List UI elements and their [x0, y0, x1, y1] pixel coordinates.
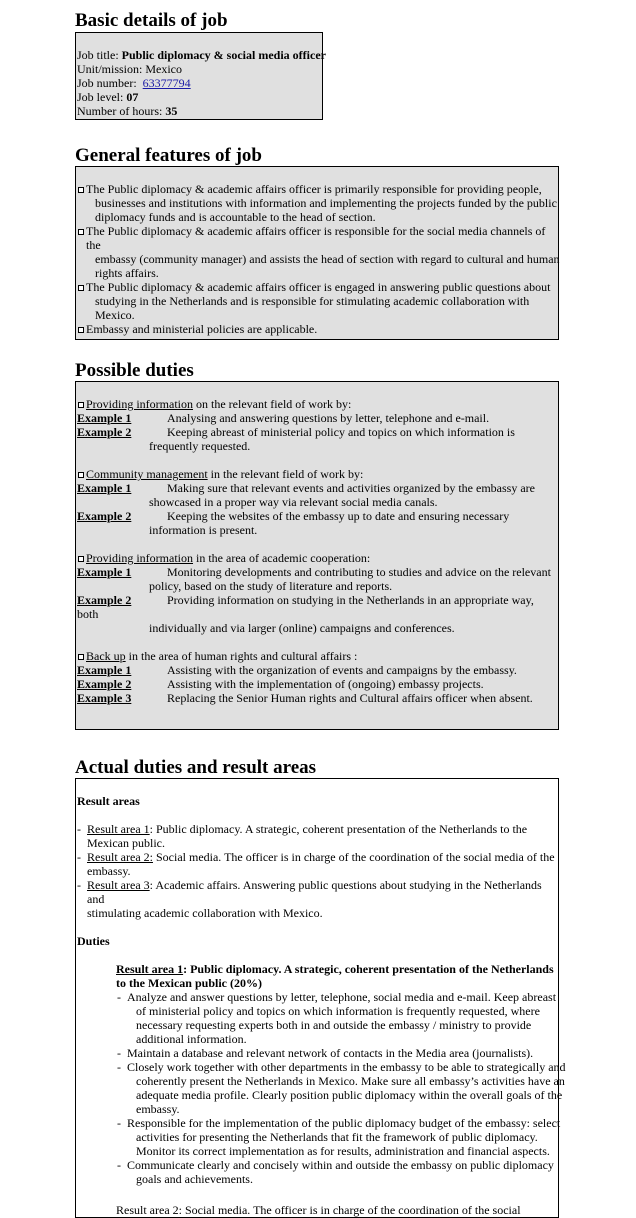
hours-row: Number of hours: 35 [77, 104, 178, 118]
result-area-link: Result area 2: [87, 850, 153, 864]
example-row [77, 481, 558, 495]
general-feature-text-cont: diplomacy funds and is accountable to the head of section. [95, 210, 376, 224]
example-row [77, 565, 558, 579]
result-area-text: Social media. The officer is in charge of the coordination of the social media of the [152, 850, 555, 864]
general-feature-text: The Public diplomacy & academic affairs officer is responsible for the social media channels of the [86, 224, 546, 252]
result-area-text: : Public diplomacy. A strategic, coherent presentation of the Netherlands to the [149, 822, 528, 836]
general-feature-item [77, 322, 558, 336]
general-feature-text-cont: Mexico. [95, 308, 135, 322]
dash-bullet: - [77, 878, 81, 892]
example-label: Example 2 [77, 509, 132, 523]
duty-group-title [77, 467, 558, 481]
example-text: Assisting with the implementation of (ongoing) embassy projects. [167, 677, 484, 691]
example-text: Providing information on studying in the Netherlands in an appropriate way, both [77, 593, 534, 621]
dash-bullet: - [77, 822, 81, 836]
dash-bullet: - [117, 1060, 121, 1074]
area1-duty-text: Maintain a database and relevant network of contacts in the Media area (journalists). [127, 1046, 534, 1060]
result-area-text-cont: stimulating academic collaboration with Mexico. [87, 906, 323, 920]
general-feature-text-cont: businesses and institutions with information and implementing the projects funded by the public [95, 196, 557, 210]
duty-group-title [77, 397, 558, 411]
example-text: Making sure that relevant events and activities organized by the embassy are [167, 481, 535, 495]
area1-duty-item [117, 990, 558, 1046]
checkbox-bullet-icon [78, 229, 84, 235]
area1-duty-text: Responsible for the implementation of the public diplomacy budget of the embassy: select [127, 1116, 561, 1130]
general-feature-text: The Public diplomacy & academic affairs officer is engaged in answering public questions about [86, 280, 551, 294]
general-feature-text: Embassy and ministerial policies are applicable. [86, 322, 318, 336]
general-feature-text-cont: embassy (community manager) and assists the head of section with regard to cultural and human [95, 252, 560, 266]
result-areas-label: Result areas [77, 794, 140, 808]
example-text-cont: showcased in a proper way via relevant social media canals. [149, 495, 438, 509]
duty-group-title-underlined: Back up [86, 649, 126, 663]
general-feature-text: The Public diplomacy & academic affairs officer is primarily responsible for providing people, [86, 182, 542, 196]
result-area-item [77, 878, 558, 920]
example-row [77, 509, 558, 523]
job-title-row: Job title: Public diplomacy & social media officer [77, 48, 326, 62]
job-level-row: Job level: 07 [77, 90, 139, 104]
example-text: Monitoring developments and contributing to studies and advice on the relevant [167, 565, 551, 579]
dash-bullet: - [117, 1046, 121, 1060]
result-area-item [77, 850, 558, 878]
example-row [77, 691, 558, 705]
example-label: Example 1 [77, 565, 132, 579]
example-text: Keeping abreast of ministerial policy and topics on which information is [167, 425, 515, 439]
job-title-value: Public diplomacy & social media officer [121, 48, 326, 62]
duty-group-title [77, 551, 558, 565]
area1-duty-text-cont: adequate media profile. Clearly position public diplomacy within the overall goals of the [136, 1088, 563, 1102]
general-features-heading: General features of job [75, 145, 262, 166]
duties-label: Duties [77, 934, 110, 948]
basic-details-box [75, 32, 326, 120]
dash-bullet: - [77, 850, 81, 864]
result-area-link: Result area 3 [87, 878, 150, 892]
checkbox-bullet-icon [78, 187, 84, 193]
area1-block [77, 962, 566, 1217]
checkbox-bullet-icon [78, 472, 84, 478]
example-row [77, 677, 558, 691]
checkbox-bullet-icon [78, 327, 84, 333]
general-features-box [75, 166, 559, 340]
area1-duty-text-cont: necessary requesting experts both in and outside the embassy / ministry to provide [136, 1018, 532, 1032]
example-label: Example 3 [77, 691, 132, 705]
area1-duty-item [117, 1046, 558, 1060]
example-text-cont: individually and via larger (online) campaigns and conferences. [149, 621, 455, 635]
example-label: Example 1 [77, 411, 132, 425]
example-row [77, 593, 558, 621]
example-text-cont: information is present. [149, 523, 258, 537]
area1-duty-text-cont: additional information. [136, 1032, 247, 1046]
checkbox-bullet-icon [78, 556, 84, 562]
duty-group-title [77, 649, 558, 663]
duty-group-title-underlined: Providing information [86, 551, 193, 565]
checkbox-bullet-icon [78, 402, 84, 408]
area1-duty-text: Analyze and answer questions by letter, telephone, social media and e-mail. Keep abreast [127, 990, 557, 1004]
general-feature-item [77, 224, 558, 280]
result-areas-list [77, 822, 558, 920]
area2-partial: Result area 2: Social media. The officer is in charge of the coordination of the social [116, 1203, 521, 1217]
area1-duty-text-cont: activities for presenting the Netherlands that fit the framework of public diplomacy. [136, 1130, 538, 1144]
duty-group-title-rest: in the relevant field of work by: [207, 467, 364, 481]
area1-duty-text: Communicate clearly and concisely within and outside the embassy on public diplomacy [127, 1158, 554, 1172]
example-row [77, 411, 558, 425]
area1-duty-text: Closely work together with other departments in the embassy to be able to strategically and [127, 1060, 566, 1074]
job-number-link[interactable]: 63377794 [142, 76, 191, 90]
example-label: Example 2 [77, 593, 132, 607]
example-label: Example 2 [77, 677, 132, 691]
basic-details-heading: Basic details of job [75, 10, 228, 31]
area1-duty-item [117, 1116, 561, 1158]
area1-title-line2: to the Mexican public (20%) [116, 976, 262, 990]
example-label: Example 1 [77, 481, 132, 495]
result-area-text-cont: embassy. [87, 864, 131, 878]
example-text-cont: policy, based on the study of literature and reports. [149, 579, 393, 593]
example-text: Keeping the websites of the embassy up to date and ensuring necessary [167, 509, 510, 523]
possible-duties-heading: Possible duties [75, 360, 194, 381]
example-row [77, 425, 558, 439]
area1-duty-text-cont: goals and achievements. [136, 1172, 253, 1186]
example-text-cont: frequently requested. [149, 439, 251, 453]
example-text: Assisting with the organization of events and campaigns by the embassy. [167, 663, 517, 677]
area1-duty-item [117, 1158, 558, 1186]
general-feature-text-cont: studying in the Netherlands and is responsible for stimulating academic collaboration with [95, 294, 530, 308]
example-label: Example 1 [77, 663, 132, 677]
result-area-item [77, 822, 558, 850]
duty-group-title-rest: on the relevant field of work by: [193, 397, 352, 411]
job-number-row: Job number: 63377794 [77, 76, 191, 90]
dash-bullet: - [117, 1116, 121, 1130]
result-area-link: Result area 1 [87, 822, 150, 836]
area1-duty-item [117, 1060, 566, 1116]
result-area-text: : Academic affairs. Answering public questions about studying in the Netherlands and [87, 878, 542, 906]
possible-duties-box [75, 381, 559, 730]
duty-group-title-rest: in the area of academic cooperation: [193, 551, 371, 565]
result-area-text-cont: Mexican public. [87, 836, 165, 850]
checkbox-bullet-icon [78, 654, 84, 660]
dash-bullet: - [117, 1158, 121, 1172]
example-label: Example 2 [77, 425, 132, 439]
duty-group-title-underlined: Providing information [86, 397, 193, 411]
area1-duty-text-cont: coherently present the Netherlands in Mexico. Make sure all embassy’s activities have an [136, 1074, 565, 1088]
example-row [77, 663, 558, 677]
duty-group-title-rest: in the area of human rights and cultural affairs : [125, 649, 358, 663]
area1-duties-list [116, 990, 566, 1186]
example-text: Replacing the Senior Human rights and Cultural affairs officer when absent. [167, 691, 533, 705]
general-feature-item [77, 182, 558, 224]
unit-row: Unit/mission: Mexico [77, 62, 182, 76]
area1-duty-text-cont: Monitor its correct implementation as for results, administration and financial aspects. [136, 1144, 550, 1158]
dash-bullet: - [117, 990, 121, 1004]
general-feature-text-cont: rights affairs. [95, 266, 159, 280]
checkbox-bullet-icon [78, 285, 84, 291]
actual-duties-heading: Actual duties and result areas [75, 757, 317, 778]
area1-title: Result area 1: Public diplomacy. A strategic, coherent presentation of the Netherlands [116, 962, 554, 976]
actual-duties-box [75, 778, 566, 1218]
example-text: Analysing and answering questions by letter, telephone and e-mail. [167, 411, 490, 425]
duty-group-title-underlined: Community management [86, 467, 208, 481]
area1-duty-text-cont: embassy. [136, 1102, 180, 1116]
general-feature-item [77, 280, 558, 322]
area1-duty-text-cont: of ministerial policy and topics on which information is frequently requested, where [136, 1004, 540, 1018]
